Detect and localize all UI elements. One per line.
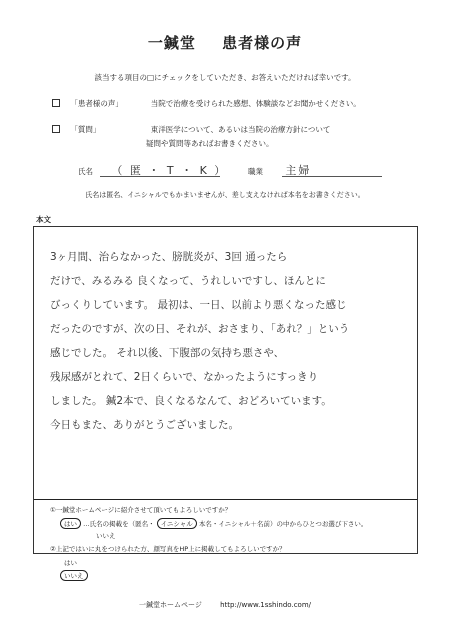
option-question-desc: 東洋医学について、あるいは当院の治療方針について [150, 125, 331, 134]
q1-no-option[interactable]: いいえ [96, 532, 116, 540]
option-question-label: 「質問」 [70, 125, 101, 134]
job-label: 職業 [248, 167, 263, 176]
body-line: 感じでした。 それ以後、下腹部の気持ち悪さや、 [50, 347, 285, 359]
body-line: 今日もまた、ありがとうございました。 [50, 419, 239, 431]
q1-yes-option[interactable]: はい [60, 518, 81, 529]
option-voice-desc: 当院で治療を受けられた感想、体験談などお聞かせください。 [150, 99, 361, 108]
heading-text: 患者様の声 [222, 34, 303, 52]
footer-site: 一鍼堂ホームページ [138, 601, 202, 609]
body-line: びっくりしています。 最初は、一日、以前より悪くなった感じ [50, 299, 347, 311]
clinic-name: 一鍼堂 [147, 34, 196, 52]
page-title [0, 32, 450, 53]
name-label: 氏名 [78, 167, 93, 176]
body-line: 3ヶ月間、治らなかった、膀胱炎が、3回 通ったら [50, 251, 288, 263]
job-value: 主婦 [285, 164, 312, 177]
footer [0, 600, 450, 610]
option-question [52, 124, 330, 135]
option-question-desc2: 疑問や質問等あればお書きください。 [146, 139, 274, 148]
frame-divider [34, 499, 417, 500]
name-value: （ 匿 ・ T ・ K ） [111, 164, 228, 177]
body-line: 残尿感がとれて、2日くらいで、なかったようにすっきり [50, 371, 319, 383]
q1-yes-detail: …氏名の掲載を（匿名・ [83, 520, 155, 528]
q1-text: ①一鍼堂ホームページに紹介させて頂いてもよろしいですか？ [50, 506, 232, 514]
q1-initial-option[interactable]: イニシャル [157, 518, 197, 529]
name-underline [100, 176, 220, 177]
option-voice-label: 「患者様の声」 [70, 99, 123, 108]
checkbox-question[interactable] [52, 125, 60, 133]
footer-url[interactable]: http://www.1sshindo.com/ [220, 601, 311, 609]
body-line: しました。 鍼2本で、良くなるなんて、おどろいています。 [50, 395, 332, 407]
privacy-note: 氏名は匿名、イニシャルでもかまいませんが、差し支えなければ本名をお書きください。 [85, 191, 365, 199]
q1-answer-row [60, 518, 367, 529]
checkbox-voice[interactable] [52, 99, 60, 107]
option-voice [52, 98, 361, 109]
q2-yes-option[interactable]: はい [64, 559, 77, 567]
body-line: だったのですが、次の日、それが、おさまり、「あれ？」という [50, 323, 350, 335]
body-text [50, 245, 390, 437]
q1-detail-rest: 本名・イニシャル＋名前）の中からひとつお選び下さい。 [198, 520, 368, 528]
q2-text: ②上記ではいに丸をつけられた方、顔写真をHP上に掲載してもよろしいですか？ [50, 545, 286, 553]
q2-no-option[interactable] [60, 570, 88, 581]
intro-text: 該当する項目の□にチェックをしていただき、お答えいただければ幸いです。 [94, 73, 356, 82]
q2-no-circled: いいえ [60, 570, 88, 581]
body-line: だけで、みるみる 良くなって、うれしいですし、ほんとに [50, 275, 326, 287]
job-underline [282, 176, 382, 177]
body-label: 本文 [36, 215, 51, 224]
